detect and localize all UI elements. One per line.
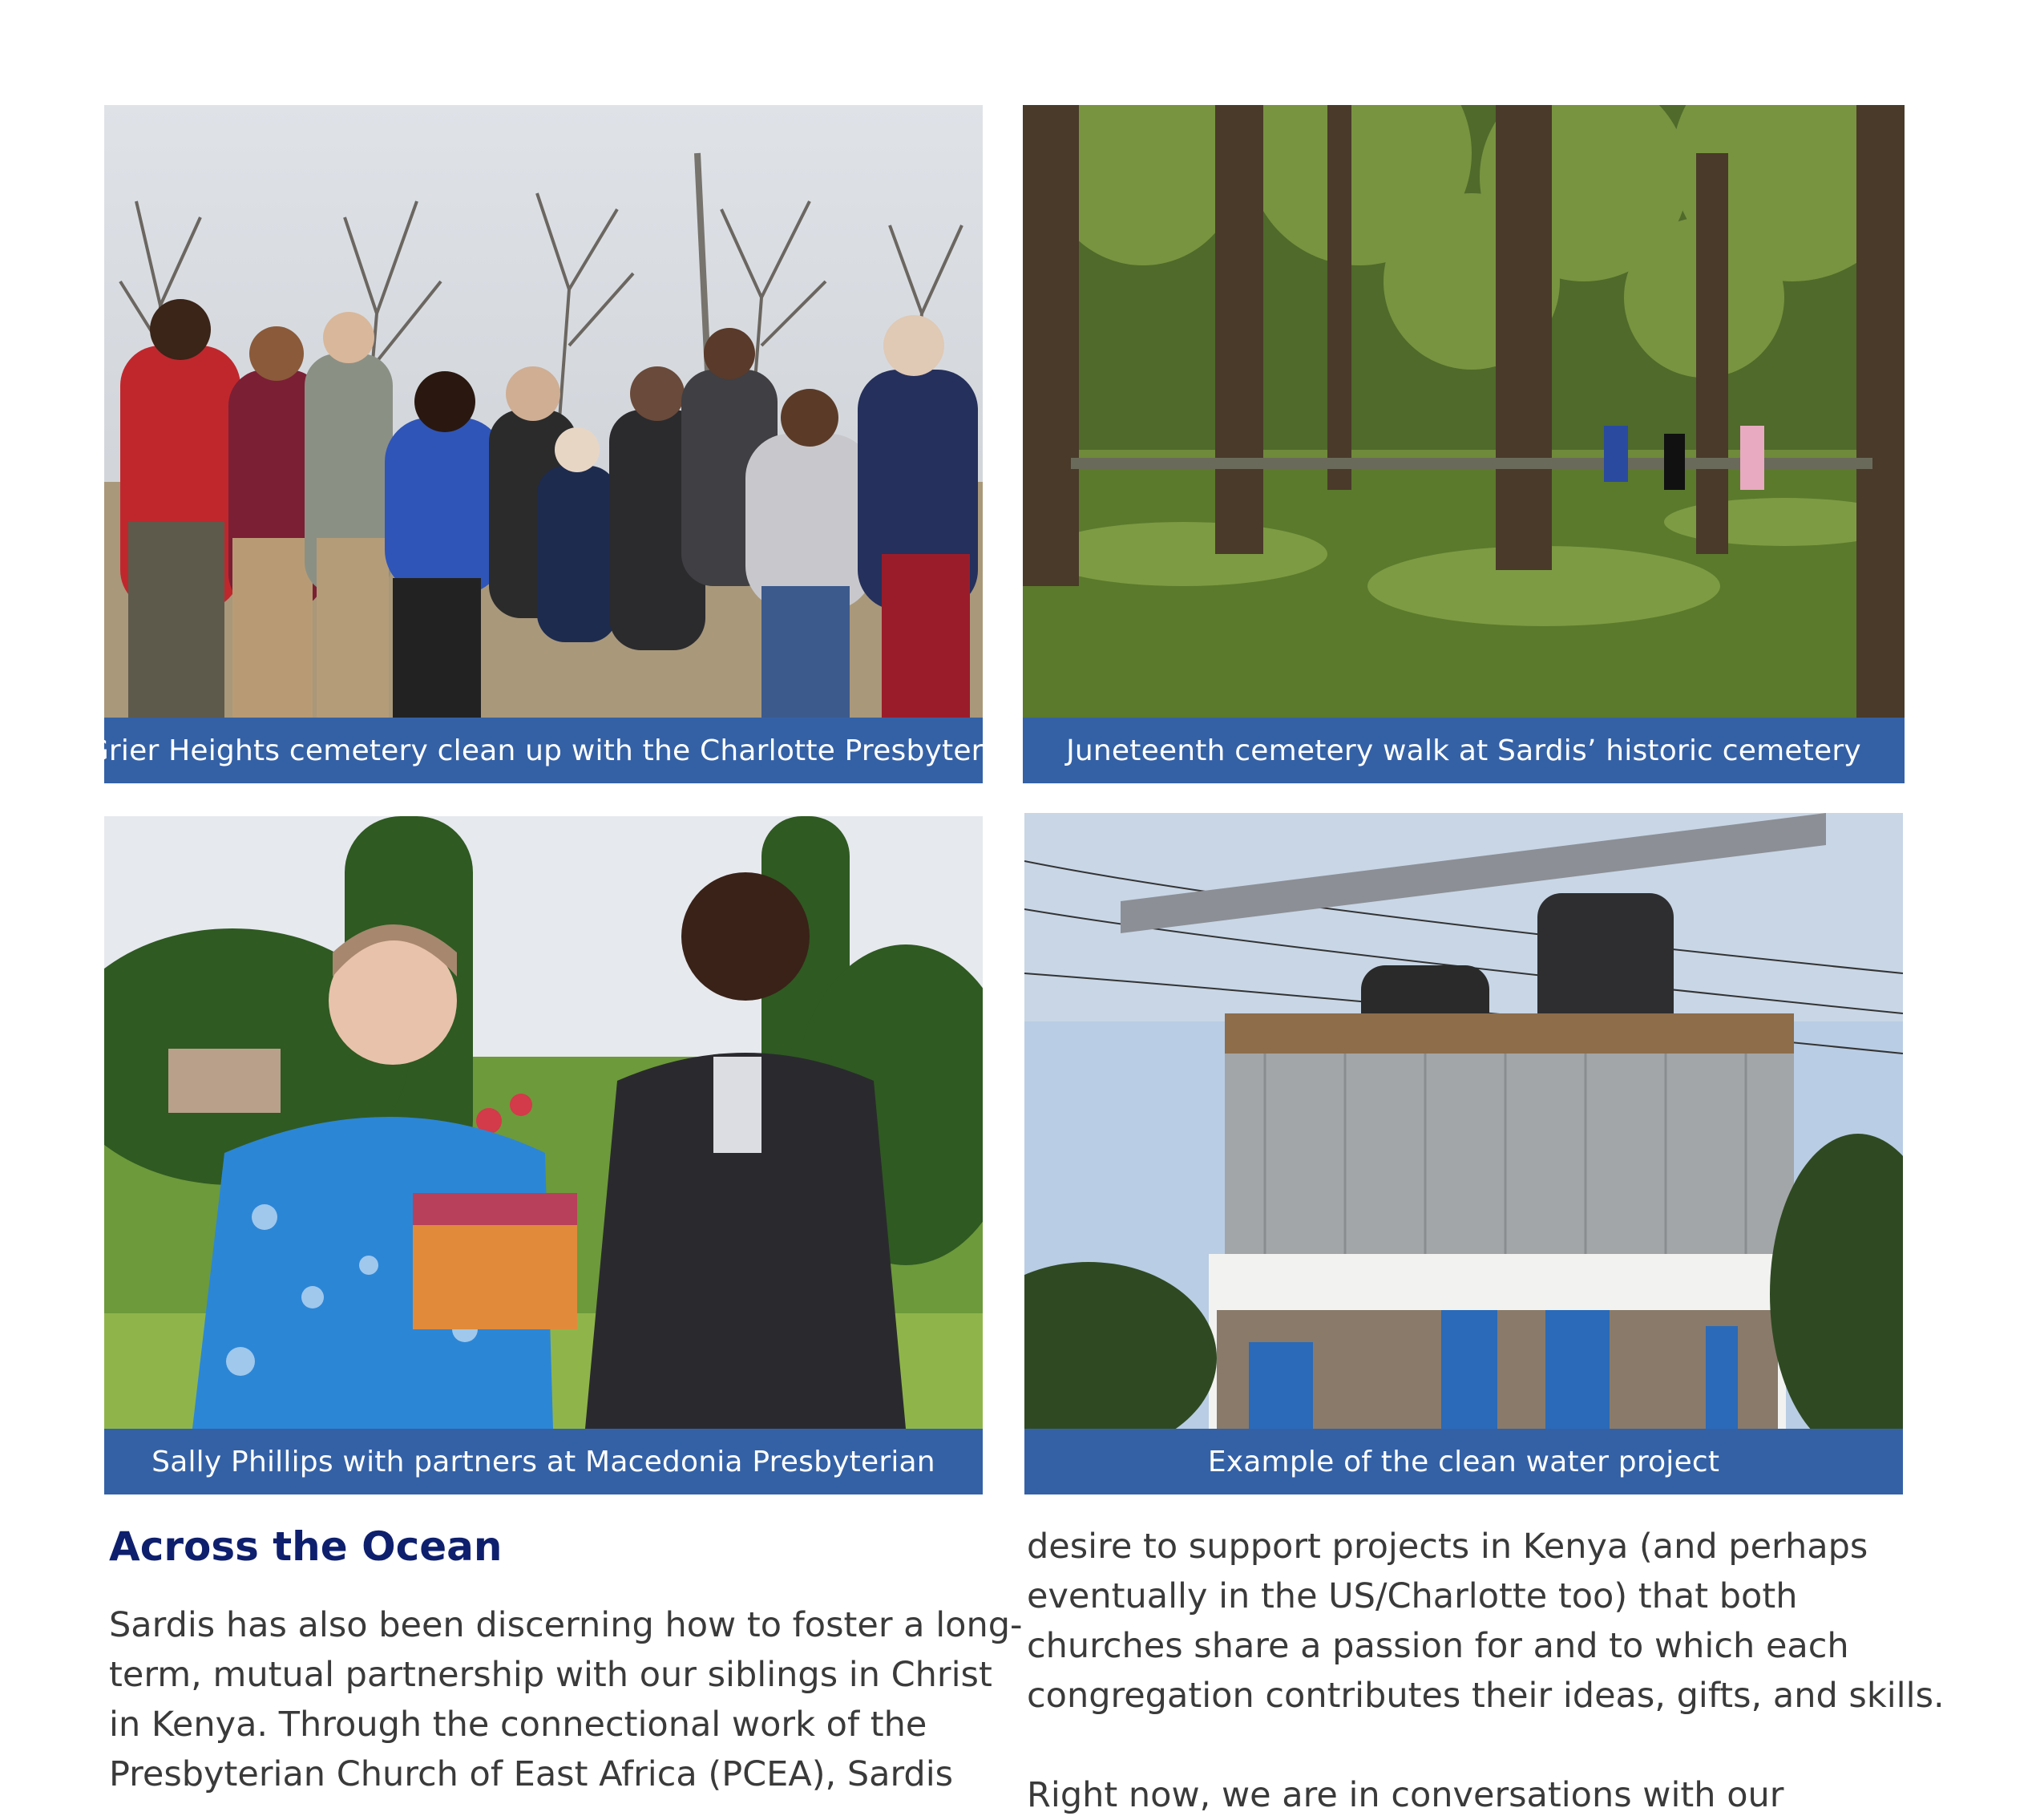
photo-sally-phillips-partners [104,816,983,1429]
photo-card-juneteenth [1023,105,1905,783]
photo-card-clean-water [1024,813,1903,1494]
photo-card-macedonia [104,816,983,1494]
text-line: churches share a passion for and to which each [1027,1626,1849,1666]
photo-caption: Juneteenth cemetery walk at Sardis’ historic cemetery [1023,718,1905,783]
photo-caption: Grier Heights cemetery clean up with the Charlotte Presbytery [104,718,983,783]
photo-clean-water-project [1024,813,1903,1429]
text-line: desire to support projects in Kenya (and perhaps [1027,1527,1868,1567]
paragraph-gap [1027,1721,1909,1770]
section-heading: Across the Ocean [109,1523,503,1570]
text-line: congregation contributes their ideas, gifts, and skills. [1027,1676,1945,1716]
right-column-text [1027,1522,1945,1820]
text-line: Sardis has also been discerning how to foster a long- [109,1605,1023,1645]
photo-card-cleanup [86,105,1001,783]
text-line: in Kenya. Through the connectional work of the [109,1705,927,1745]
text-line: eventually in the US/Charlotte too) that both [1027,1576,1798,1616]
text-line: Right now, we are in conversations with our [1027,1775,1784,1815]
left-column-text [109,1600,1023,1799]
text-line: term, mutual partnership with our siblings in Christ [109,1655,992,1695]
text-line: Presbyterian Church of East Africa (PCEA), Sardis [109,1754,954,1794]
photo-caption: Sally Phillips with partners at Macedonia Presbyterian [104,1429,983,1494]
photo-cemetery-cleanup [104,105,983,718]
photo-caption: Example of the clean water project [1024,1429,1903,1494]
photo-cemetery-walk [1023,105,1905,718]
